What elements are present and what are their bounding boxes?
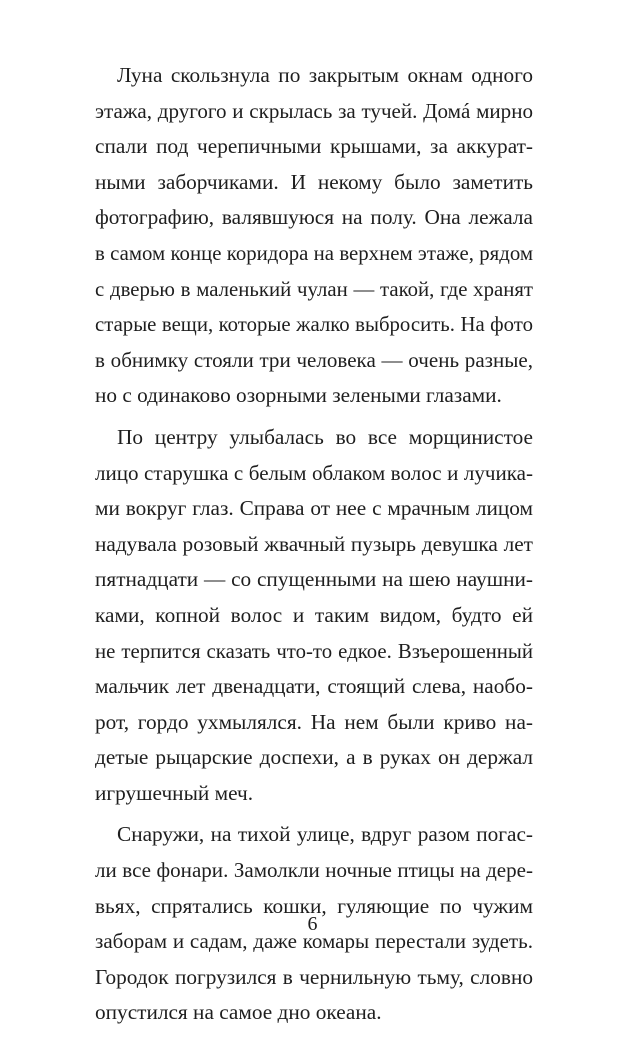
text-line: ными заборчиками. И некому было заметить	[95, 169, 533, 194]
text-line: не терпится сказать что-то едкое. Взъерошенный	[95, 639, 533, 663]
text-line: детые рыцарские доспехи, а в руках он держал	[95, 745, 533, 770]
text-line: ками, копной волос и таким видом, будто ей	[95, 602, 533, 627]
text-line: пятнадцати — со спущенными на шею наушни-	[95, 567, 533, 592]
text-line: Снаружи, на тихой улице, вдруг разом погас-	[117, 822, 533, 847]
text-line: рот, гордо ухмылялся. На нем были криво на-	[95, 709, 533, 734]
text-line: но с одинаково озорными зелеными глазами.	[95, 383, 502, 408]
text-line: в обнимку стояли три человека — очень разные,	[95, 347, 533, 372]
text-line: фотографию, валявшуюся на полу. Она лежала	[95, 205, 533, 230]
text-line: надувала розовый жвачный пузырь девушка лет	[95, 531, 533, 556]
text-line: в самом конце коридора на верхнем этаже, рядом	[95, 241, 533, 265]
text-line: старые вещи, которые жалко выбросить. На фото	[95, 313, 533, 337]
paragraph-2	[95, 420, 533, 812]
text-line: Городок погрузился в чернильную тьму, словно	[95, 964, 533, 989]
text-line: По центру улыбалась во все морщинистое	[117, 424, 533, 449]
text-line: заборам и садам, даже комары перестали зудеть.	[95, 929, 533, 954]
text-line: Луна скользнула по закрытым окнам одного	[117, 63, 533, 87]
text-line: этажа, другого и скрылась за тучей. Домá мирно	[95, 98, 533, 123]
text-line: игрушечный меч.	[95, 780, 254, 805]
text-line: спали под черепичными крышами, за аккурат-	[95, 134, 533, 159]
text-line: ли все фонари. Замолкли ночные птицы на дере-	[95, 858, 533, 883]
text-line: лицо старушка с белым облаком волос и лучика-	[95, 460, 533, 485]
text-line: ми вокруг глаз. Справа от нее с мрачным лицом	[95, 496, 533, 521]
paragraph-1	[95, 58, 533, 414]
text-line: мальчик лет двенадцати, стоящий слева, наобо-	[95, 674, 533, 699]
page-number: 6	[307, 913, 318, 935]
text-line: опустился на самое дно океана.	[95, 1000, 382, 1025]
body-text	[95, 58, 533, 1037]
text-line: с дверью в маленький чулан — такой, где хранят	[95, 277, 533, 301]
text-line: вьях, спрятались кошки, гуляющие по чужим	[95, 893, 533, 918]
